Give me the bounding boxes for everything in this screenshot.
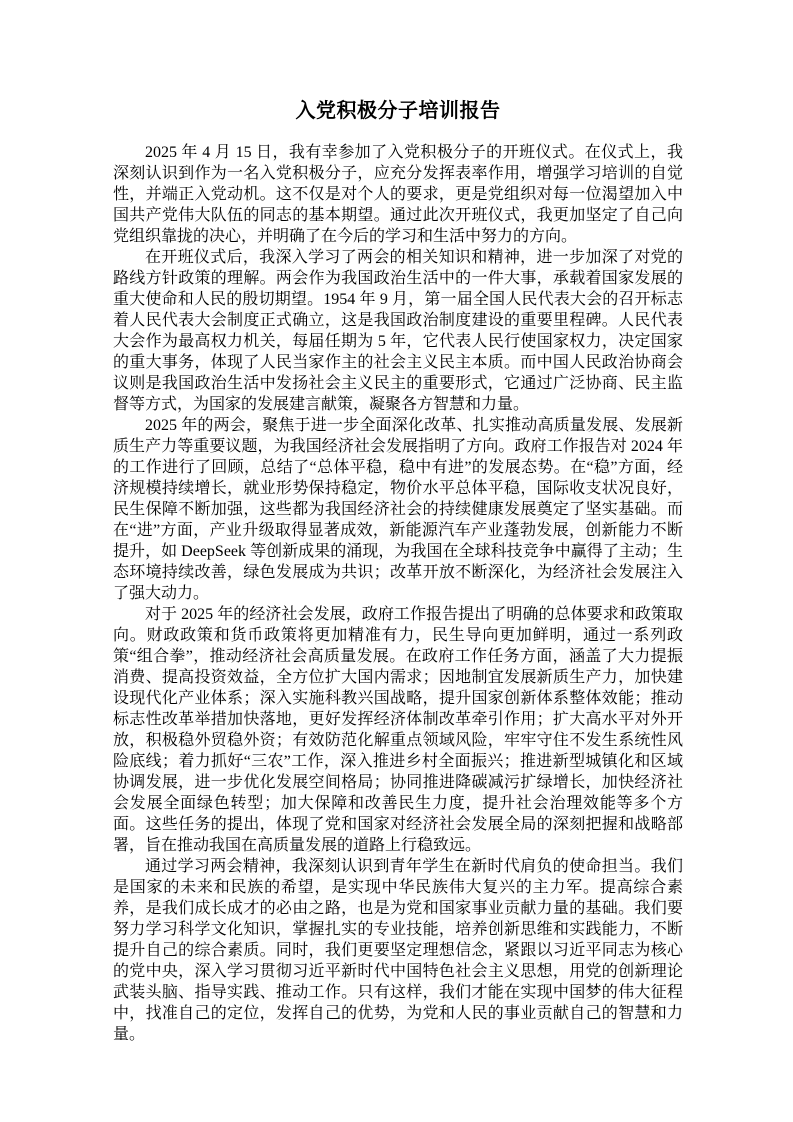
paragraph-1: 2025 年 4 月 15 日，我有幸参加了入党积极分子的开班仪式。在仪式上，我深刻认识到作为一名入党积极分子，应充分发挥表率作用，增强学习培训的自觉性，并端正入党动机。这不仅是对个人的要求，更是党组织对每一位渴望加入中国共产党伟大队伍的同志的基本期望。通过此次开班仪式，我更加坚定了自己向党组织靠拢的决心，并明确了在今后的学习和生活中努力的方向。	[113, 144, 683, 245]
document-title: 入党积极分子培训报告	[295, 100, 501, 122]
paragraph-5: 通过学习两会精神，我深刻认识到青年学生在新时代肩负的使命担当。我们是国家的未来和民族的希望，是实现中华民族伟大复兴的主力军。提高综合素养，是我们成长成才的必由之路，也是为党和国家事业贡献力量的基础。我们要努力学习科学文化知识，掌握扎实的专业技能，培养创新思维和实践能力，不断提升自己的综合素质。同时，我们更要坚定理想信念，紧跟以习近平同志为核心的党中央，深入学习贯彻习近平新时代中国特色社会主义思想，用党的创新理论武装头脑、指导实践、推动工作。只有这样，我们才能在实现中国梦的伟大征程中，找准自己的定位，发挥自己的优势，为党和人民的事业贡献自己的智慧和力量。	[113, 858, 683, 1043]
paragraph-2: 在开班仪式后，我深入学习了两会的相关知识和精神，进一步加深了对党的路线方针政策的理解。两会作为我国政治生活中的一件大事，承载着国家发展的重大使命和人民的殷切期望。1954 年 9 月，第一届全国人民代表大会的召开标志着人民代表大会制度正式确立，这是我国政治制度建设的重要里程碑。人民代表大会作为最高权力机关，每届任期为 5 年，它代表人民行使国家权力，决定国家的重大事务，体现了人民当家作主的社会主义民主本质。而中国人民政治协商会议则是我国政治生活中发扬社会主义民主的重要形式，它通过广泛协商、民主监督等方式，为国家的发展建言献策，凝聚各方智慧和力量。	[113, 249, 683, 413]
paragraph-4: 对于 2025 年的经济社会发展，政府工作报告提出了明确的总体要求和政策取向。财政政策和货币政策将更加精准有力，民生导向更加鲜明，通过一系列政策“组合拳”，推动经济社会高质量发展。在政府工作任务方面，涵盖了大力提振消费、提高投资效益，全方位扩大国内需求；因地制宜发展新质生产力，加快建设现代化产业体系；深入实施科教兴国战略，提升国家创新体系整体效能；推动标志性改革举措加快落地，更好发挥经济体制改革牵引作用；扩大高水平对外开放，积极稳外贸稳外资；有效防范化解重点领域风险，牢牢守住不发生系统性风险底线；着力抓好“三农”工作，深入推进乡村全面振兴；推进新型城镇化和区域协调发展，进一步优化发展空间格局；协同推进降碳减污扩绿增长，加快经济社会发展全面绿色转型；加大保障和改善民生力度，提升社会治理效能等多个方面。这些任务的提出，体现了党和国家对经济社会发展全局的深刻把握和战略部署，旨在推动我国在高质量发展的道路上行稳致远。	[113, 606, 683, 854]
paragraph-3: 2025 年的两会，聚焦于进一步全面深化改革、扎实推动高质量发展、发展新质生产力等重要议题，为我国经济社会发展指明了方向。政府工作报告对 2024 年的工作进行了回顾，总结了“总体平稳，稳中有进”的发展态势。在“稳”方面，经济规模持续增长，就业形势保持稳定，物价水平总体平稳，国际收支状况良好，民生保障不断加强，这些都为我国经济社会的持续健康发展奠定了坚实基础。而在“进”方面，产业升级取得显著成效，新能源汽车产业蓬勃发展，创新能力不断提升，如 DeepSeek 等创新成果的涌现，为我国在全球科技竞争中赢得了主动；生态环境持续改善，绿色发展成为共识；改革开放不断深化，为经济社会发展注入了强大动力。	[113, 417, 683, 602]
